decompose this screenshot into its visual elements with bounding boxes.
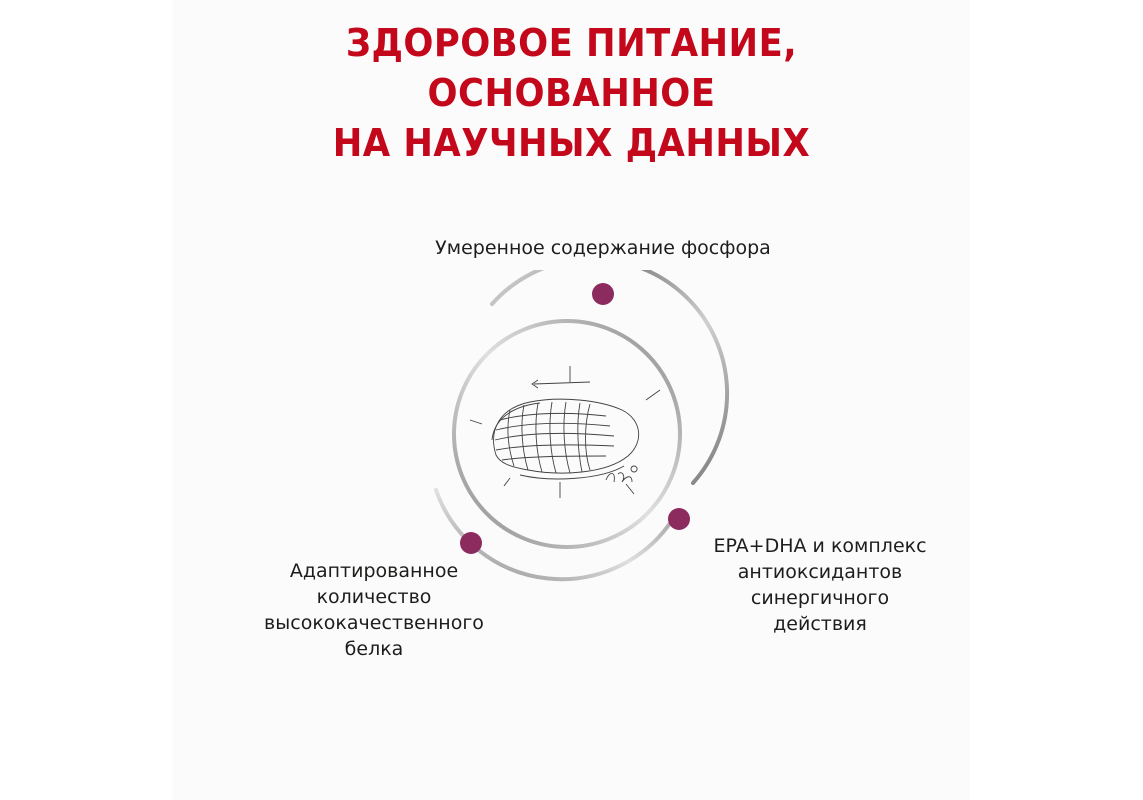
title-line-2: НА НАУЧНЫХ ДАННЫХ [332, 121, 811, 165]
feature-antioxidants-line-3: синергичного [750, 587, 890, 609]
feature-phosphorus-text: Умеренное содержание фосфора [435, 237, 771, 259]
feature-protein-line-2: количество [316, 586, 432, 608]
dot-top [592, 283, 614, 305]
title-line-1: ЗДОРОВОЕ ПИТАНИЕ, ОСНОВАННОЕ [345, 21, 798, 115]
page-title [201, 18, 942, 168]
feature-antioxidants-line-2: антиоксидантов [737, 561, 903, 583]
feature-antioxidants-line-4: действия [773, 613, 867, 635]
feature-antioxidants [690, 533, 950, 637]
inner-ring [454, 321, 680, 547]
feature-antioxidants-line-1: EPA+DHA и комплекс [713, 535, 927, 557]
feature-protein-line-3: высококачественного [264, 612, 484, 634]
feature-protein [246, 558, 502, 662]
kidney-diagram [410, 270, 730, 590]
feature-protein-line-4: белка [344, 638, 404, 660]
feature-protein-line-1: Адаптированное [289, 560, 459, 582]
dot-left [460, 532, 482, 554]
kidney-sketch-icon [470, 366, 660, 498]
feature-phosphorus [393, 235, 813, 261]
dot-right [668, 508, 690, 530]
